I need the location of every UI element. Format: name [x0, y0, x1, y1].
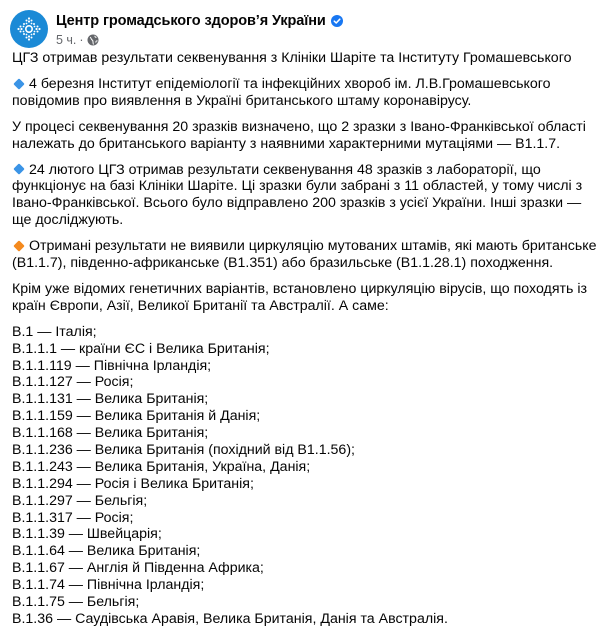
post-timestamp-link[interactable]: 5 ч. [56, 32, 77, 47]
globe-icon[interactable] [87, 34, 99, 46]
post-header [10, 8, 343, 50]
strain-list-item: В.1.1.243 — Велика Британія, Україна, Данія; [12, 458, 311, 475]
paragraph-text: Отримані результати не виявили циркуляцію мутованих штамів, які мають британське (В1.1.7), південно-африканське (В1.351) або бразильське (В1.1.28.1) походження. [12, 238, 597, 272]
strain-list-item: В.1.1.159 — Велика Британія й Данія; [12, 408, 261, 425]
strain-list-item: В.1.1.127 — Росія; [12, 374, 134, 391]
strain-list-item: В.1.1.75 — Бельгія; [12, 594, 140, 611]
strain-list-item: В.1.1.297 — Бельгія; [12, 492, 148, 509]
page-avatar[interactable] [10, 10, 48, 48]
paragraph-charite-results [12, 162, 602, 230]
orange-diamond-icon [13, 240, 24, 251]
post-headline: ЦГЗ отримав результати секвенування з Клініки Шаріте та Інституту Громашевського [12, 50, 572, 66]
strain-list [12, 324, 602, 628]
strain-list-item: В.1.1.1 — країни ЄС і Велика Британія; [12, 340, 270, 357]
strain-list-item: В.1.1.317 — Росія; [12, 509, 134, 526]
post-meta [56, 32, 343, 48]
strain-list-item: В.1.1.67 — Англія й Південна Африка; [12, 560, 264, 577]
strain-list-item: В.1.1.119 — Північна Ірландія; [12, 357, 212, 374]
strain-list-item: В.1.36 — Саудівська Аравія, Велика Британія, Данія та Австралія. [12, 610, 448, 627]
paragraph-text: 24 лютого ЦГЗ отримав результати секвенування 48 зразків з лабораторії, що функціонує на базі Клініки Шаріте. Ці зразки були забрані з 11 областей, у тому числі з Івано-Франківської. Всього було відправлено 200 зразків з усієї України. Інші зразки — ще досліджують. [12, 161, 583, 229]
blue-diamond-icon [13, 164, 24, 175]
paragraph-institute-report [12, 76, 602, 110]
paragraph-text: 4 березня Інститут епідеміології та інфекційних хвороб ім. Л.В.Громашевського повідомив про виявлення в Україні британського штаму коронавірусу. [12, 75, 551, 109]
paragraph-sequencing-result: У процесі секвенування 20 зразків визначено, що 2 зразки з Івано-Франківської області належать до британського варіанту з наявними характерними мутаціями — В1.1.7. [12, 118, 586, 152]
post-body [12, 50, 602, 628]
blue-diamond-icon [13, 78, 24, 89]
phc-logo-icon [16, 16, 42, 42]
verified-badge-icon [331, 15, 343, 27]
paragraph-variants-intro: Крім уже відомих генетичних варіантів, встановлено циркуляцію вірусів, що походять із країн Європи, Азії, Великої Британії та Австралії. А саме: [12, 280, 588, 314]
strain-list-item: В.1.1.39 — Швейцарія; [12, 526, 162, 543]
author-name-link[interactable]: Центр громадського здоров’я України [56, 12, 326, 29]
strain-list-item: В.1 — Італія; [12, 323, 97, 340]
strain-list-item: В.1.1.64 — Велика Британія; [12, 543, 201, 560]
header-text [56, 11, 343, 48]
strain-list-item: В.1.1.131 — Велика Британія; [12, 391, 209, 408]
strain-list-item: В.1.1.74 — Північна Ірландія; [12, 577, 205, 594]
author-row [56, 11, 343, 31]
paragraph-no-mutations [12, 238, 602, 272]
strain-list-item: В.1.1.294 — Росія і Велика Британія; [12, 475, 254, 492]
strain-list-item: В.1.1.168 — Велика Британія; [12, 425, 209, 442]
meta-separator: · [79, 32, 84, 47]
strain-list-item: В.1.1.236 — Велика Британія (похідний від В1.1.56); [12, 442, 355, 459]
